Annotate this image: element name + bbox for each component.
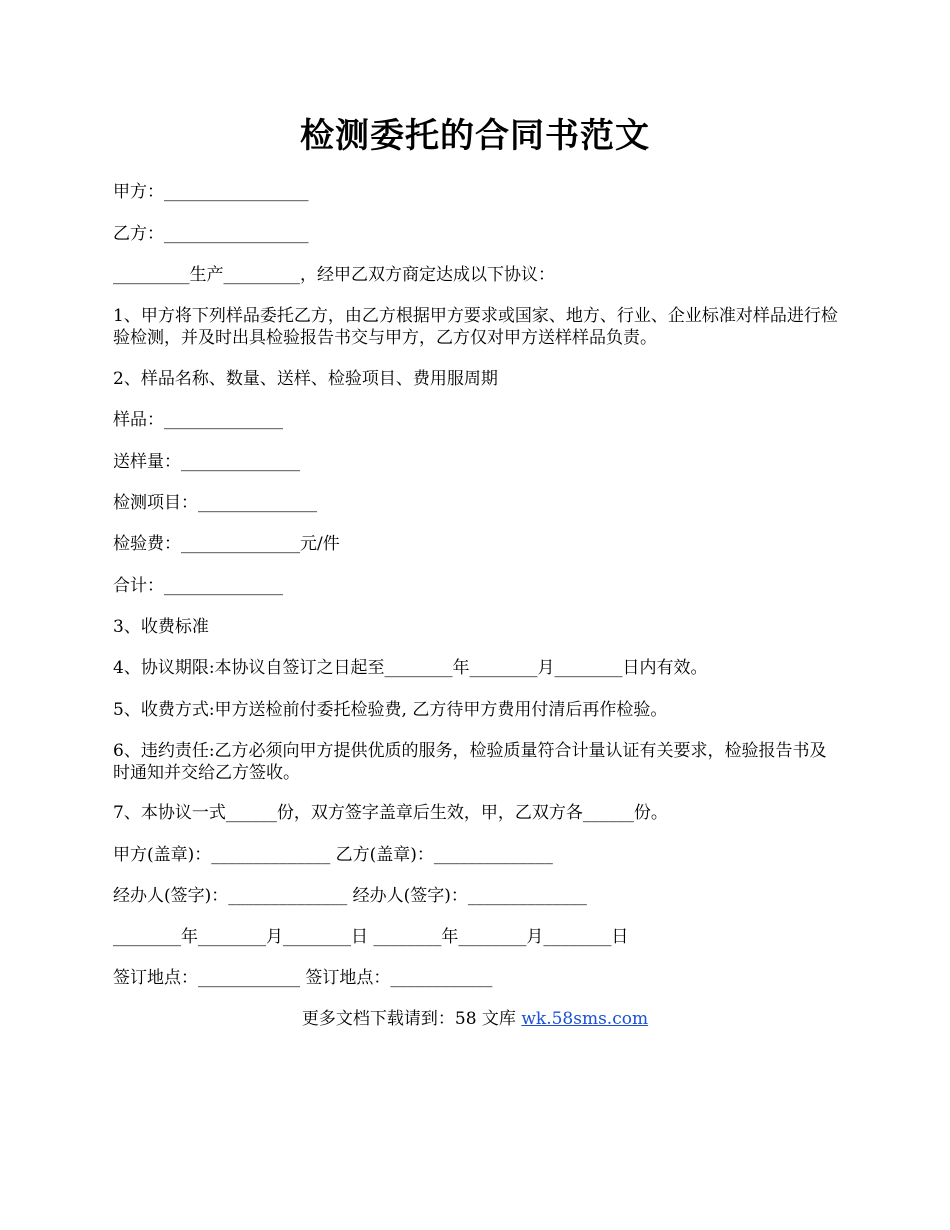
clause-1: 1、甲方将下列样品委托乙方，由乙方根据甲方要求或国家、地方、行业、企业标准对样品进行检验检测，并及时出具检验报告书交与甲方，乙方仅对甲方送样样品负责。 <box>113 306 838 348</box>
sample-qty-line: 送样量：______________ <box>113 452 300 472</box>
clause-2: 2、样品名称、数量、送样、检验项目、费用服周期 <box>113 369 498 389</box>
clause-3: 3、收费标准 <box>113 617 209 637</box>
clause-7: 7、本协议一式______份，双方签字盖章后生效，甲，乙双方各______份。 <box>113 803 668 823</box>
clause-6: 6、违约责任:乙方必须向甲方提供优质的服务，检验质量符合计量认证有关要求，检验报告书及时通知并交给乙方签收。 <box>113 741 827 783</box>
intro-line: _________生产_________，经甲乙双方商定达成以下协议： <box>113 265 555 285</box>
test-items-line: 检测项目：______________ <box>113 493 317 513</box>
party-b-line: 乙方：_________________ <box>113 224 309 244</box>
date-line: ________年________月________日 ________年________月________日 <box>113 927 629 947</box>
total-line: 合计：______________ <box>113 576 283 596</box>
fee-line: 检验费：______________元/件 <box>113 534 340 554</box>
signer-line: 经办人(签字)：______________ 经办人(签字)：______________ <box>113 886 587 906</box>
footer <box>0 1008 950 1030</box>
party-a-line: 甲方：_________________ <box>113 182 309 202</box>
document-title: 检测委托的合同书范文 <box>300 116 650 156</box>
place-line: 签订地点：____________ 签订地点：____________ <box>113 968 493 988</box>
clause-4: 4、协议期限:本协议自签订之日起至________年________月________日内有效。 <box>113 658 708 678</box>
clause-5: 5、收费方式:甲方送检前付委托检验费, 乙方待甲方费用付清后再作检验。 <box>113 700 668 720</box>
seal-line: 甲方(盖章)：______________ 乙方(盖章)：______________ <box>113 845 553 865</box>
footer-link[interactable]: wk.58sms.com <box>521 1009 649 1029</box>
sample-line: 样品：______________ <box>113 410 283 430</box>
footer-text: 更多文档下载请到：58 文库 <box>301 1009 522 1029</box>
